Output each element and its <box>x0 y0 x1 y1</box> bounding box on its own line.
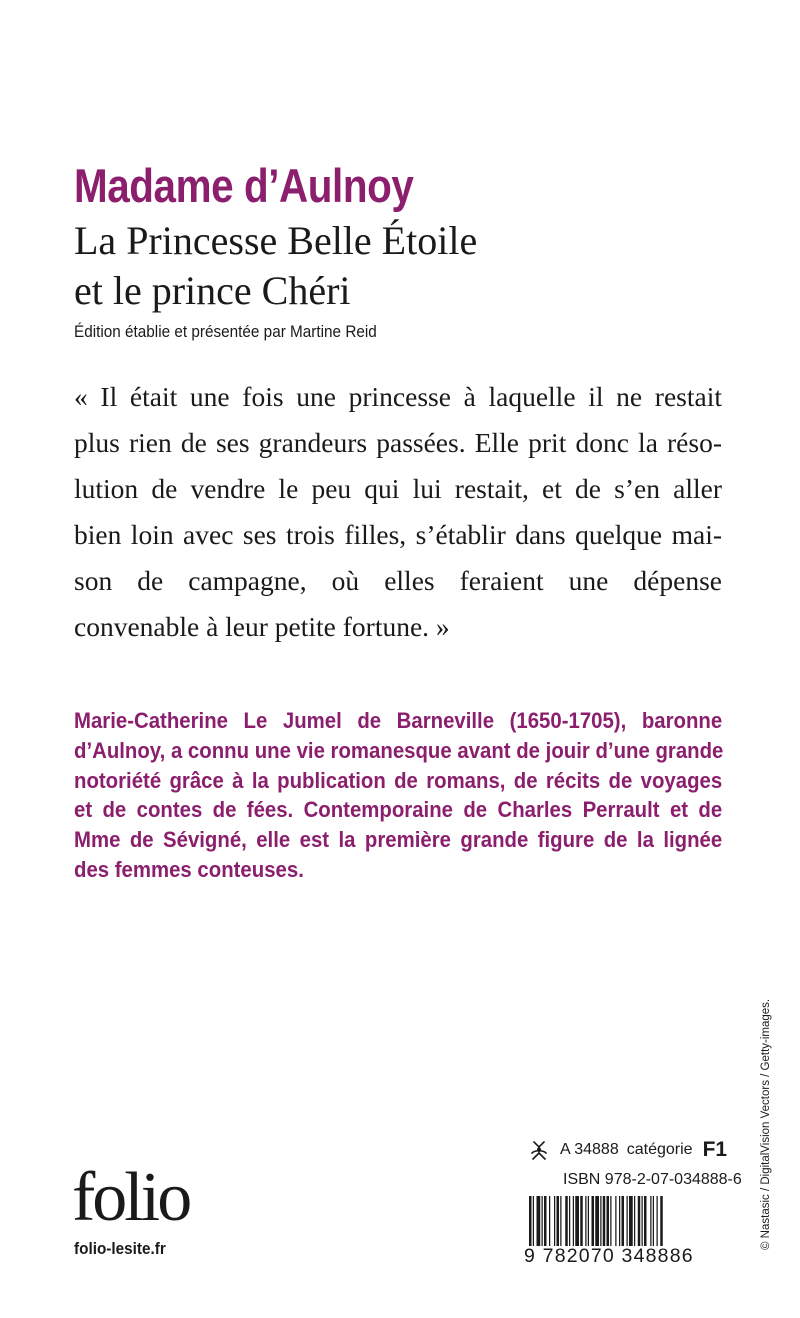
bio-line: Mme de Sévigné, elle est la première grande figure de la lignée <box>74 827 723 853</box>
barcode-bar <box>607 1196 610 1246</box>
barcode-bar <box>573 1196 574 1246</box>
barcode-bar <box>595 1196 599 1246</box>
barcode-bar <box>537 1196 541 1246</box>
quote-line: convenable à leur petite fortune. » <box>74 611 450 642</box>
quote-line: « Il était une fois une princesse à laquelle il ne restait <box>74 381 722 412</box>
barcode-bar <box>653 1196 654 1246</box>
barcode-bar <box>544 1196 547 1246</box>
barcode-bar <box>634 1196 635 1246</box>
barcode-bar <box>660 1196 663 1246</box>
bio-line: et de contes de fées. Contemporaine de Charles Perrault et de <box>74 797 723 823</box>
bio-line: Marie-Catherine Le Jumel de Barneville (1650-1705), baronne <box>74 708 723 733</box>
category-code: F1 <box>702 1138 728 1161</box>
barcode-bar <box>638 1196 641 1246</box>
barcode-bar <box>569 1196 570 1246</box>
barcode-bar <box>588 1196 589 1246</box>
folio-logo: folio <box>72 1159 190 1236</box>
barcode-bar <box>565 1196 568 1246</box>
barcode-bar <box>603 1196 606 1246</box>
title-line: La Princesse Belle Étoile <box>74 218 478 263</box>
barcode-bar <box>615 1196 616 1246</box>
barcode-bar <box>650 1196 651 1246</box>
barcode-bar <box>542 1196 543 1246</box>
author-biography <box>74 706 722 885</box>
barcode-bar <box>533 1196 534 1246</box>
barcode <box>528 1196 726 1246</box>
barcode-bar <box>560 1196 561 1246</box>
barcode-bar <box>619 1196 620 1246</box>
barcode-bar <box>657 1196 658 1246</box>
edition-credit: Édition établie et présentée par Martine Reid <box>74 322 377 341</box>
barcode-bar <box>529 1196 532 1246</box>
quote-line: son de campagne, où elles feraient une dépense <box>74 565 722 596</box>
barcode-bar <box>644 1196 647 1246</box>
barcode-bar <box>554 1196 555 1246</box>
excerpt-quote <box>74 374 722 650</box>
author-name: Madame d’Aulnoy <box>74 159 414 212</box>
barcode-bar <box>629 1196 633 1246</box>
barcode-bar <box>642 1196 643 1246</box>
publisher-mark-icon <box>528 1139 550 1161</box>
barcode-bar <box>575 1196 579 1246</box>
barcode-bar <box>549 1196 550 1246</box>
title-line: et le prince Chéri <box>74 268 351 313</box>
barcode-bar <box>600 1196 601 1246</box>
barcode-bar <box>557 1196 560 1246</box>
image-credit: © Nastasic / DigitalVision Vectors / Getty-images. <box>760 998 772 1250</box>
barcode-bar <box>627 1196 628 1246</box>
barcode-bar <box>585 1196 586 1246</box>
category-label: catégorie <box>626 1141 693 1158</box>
publisher-website-link[interactable]: folio-lesite.fr <box>74 1239 166 1258</box>
catalog-line <box>528 1136 727 1164</box>
barcode-bar <box>610 1196 611 1246</box>
barcode-bar <box>580 1196 583 1246</box>
bio-line: d’Aulnoy, a connu une vie romanesque avant de jouir d’une grande <box>74 737 724 763</box>
barcode-bar <box>622 1196 625 1246</box>
bio-line: des femmes conteuses. <box>74 856 304 882</box>
barcode-bar <box>592 1196 595 1246</box>
catalog-code: A 34888 <box>560 1141 619 1158</box>
isbn-number: ISBN 978-2-07-034888-6 <box>563 1171 742 1188</box>
bio-line: notoriété grâce à la publication de romans, de récits de voyages <box>74 767 723 793</box>
quote-line: lution de vendre le peu qui lui restait, et de s’en aller <box>74 473 722 504</box>
quote-line: bien loin avec ses trois filles, s’établir dans quelque mai- <box>74 519 722 550</box>
book-title <box>74 216 477 316</box>
quote-line: plus rien de ses grandeurs passées. Elle prit donc la réso- <box>74 427 722 458</box>
barcode-digits: 9 782070 348886 <box>524 1245 694 1267</box>
